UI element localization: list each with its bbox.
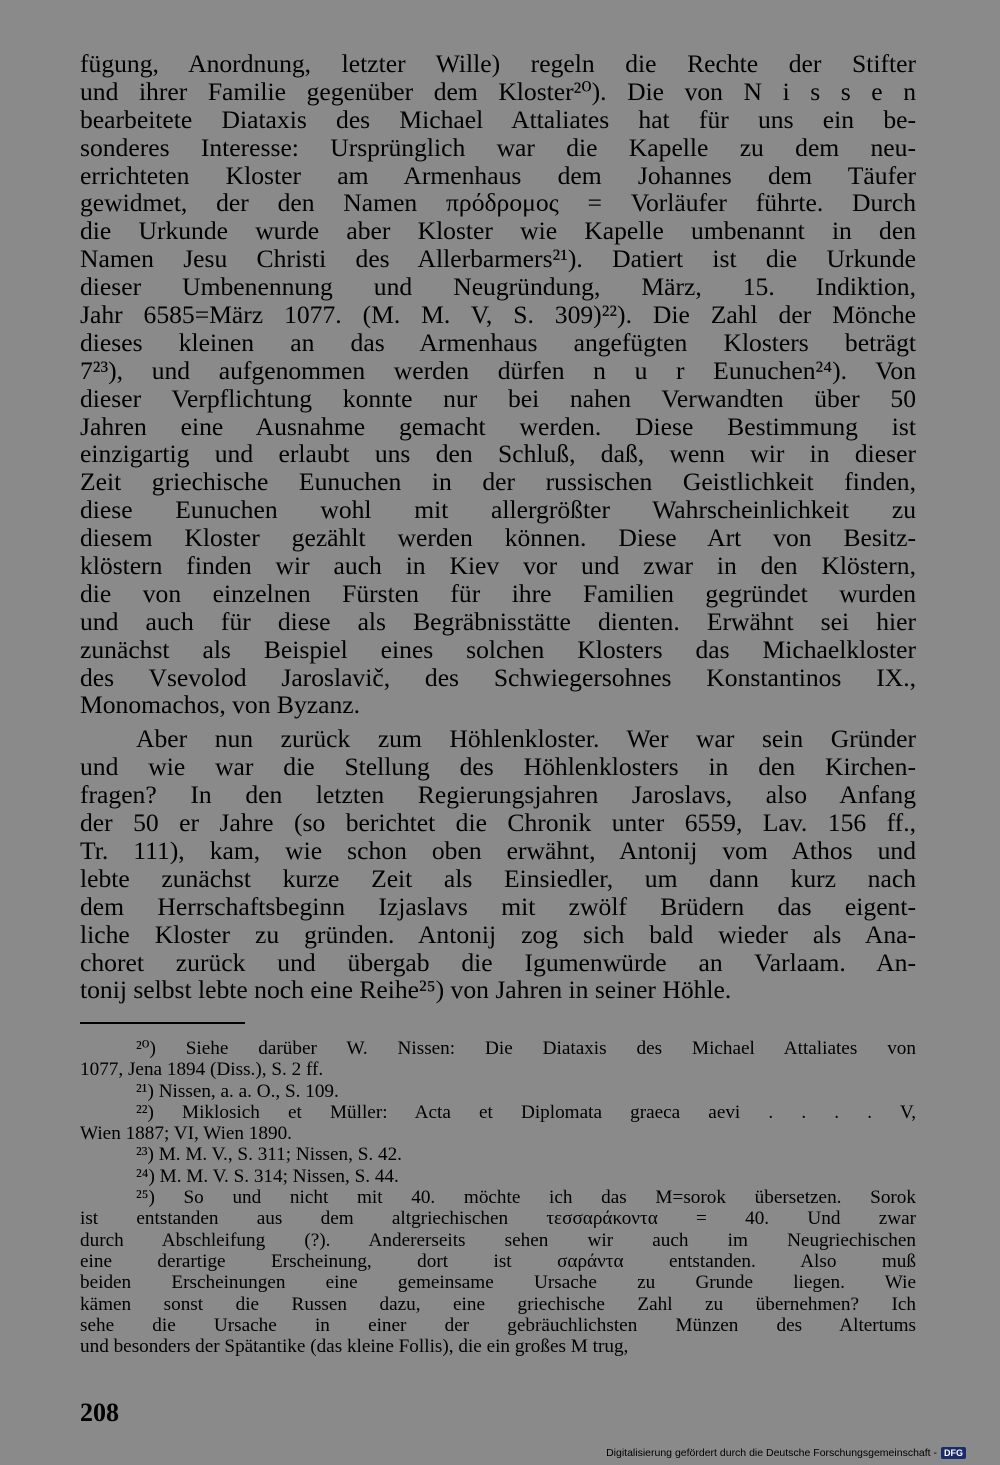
text-line: und auch für diese als Begräbnisstätte dienten. Erwähnt sei hier (80, 606, 916, 636)
text-line: 7²³), und aufgenommen werden dürfen n u r Eunuchen²⁴). Von (80, 355, 916, 385)
text-line: klöstern finden wir auch in Kiev vor und zwar in den Klöstern, (80, 551, 916, 581)
digitization-credit (606, 1447, 966, 1459)
footnote-separator (80, 1022, 245, 1024)
text-line: liche Kloster zu gründen. Antonij zog sich bald wieder als Ana- (80, 919, 916, 949)
text-line: dieses kleinen an das Armenhaus angefügten Klosters beträgt (80, 327, 916, 357)
text-line: dieser Verpflichtung konnte nur bei nahen Verwandten über 50 (80, 383, 916, 413)
text-line: Tr. 111), kam, wie schon oben erwähnt, Antonij vom Athos und (80, 835, 916, 865)
footnote-line: und besonders der Spätantike (das kleine Follis), die ein großes M trug, (80, 1336, 629, 1358)
footnote-line: 1077, Jena 1894 (Diss.), S. 2 ff. (80, 1059, 324, 1081)
text-line: sonderes Interesse: Ursprünglich war die Kapelle zu dem neu- (80, 132, 916, 162)
text-line: Jahren eine Ausnahme gemacht werden. Diese Bestimmung ist (80, 411, 916, 441)
text-line: einzigartig und erlaubt uns den Schluß, daß, wenn wir in dieser (80, 439, 916, 469)
footnote-line: beiden Erscheinungen eine gemeinsame Ursache zu Grunde liegen. Wie (80, 1272, 916, 1294)
text-line: Jahr 6585=März 1077. (M. M. V, S. 309)²²). Die Zahl der Mönche (80, 300, 916, 330)
footnote-line: ²⁰) Siehe darüber W. Nissen: Die Diataxis des Michael Attaliates von (136, 1038, 916, 1059)
text-line: und wie war die Stellung des Höhlenklosters in den Kirchen- (80, 752, 916, 782)
text-line: fügung, Anordnung, letzter Wille) regeln die Rechte der Stifter (80, 49, 916, 78)
text-line: der 50 er Jahre (so berichtet die Chronik unter 6559, Lav. 156 ff., (80, 808, 916, 838)
footnote-line: ²²) Miklosich et Müller: Acta et Diplomata graeca aevi . . . . V, (136, 1101, 916, 1123)
text-line: gewidmet, der den Namen πρόδρομος = Vorläufer führte. Durch (80, 188, 916, 218)
page-number: 208 (80, 1398, 119, 1427)
text-line: die Urkunde wurde aber Kloster wie Kapelle umbenannt in den (80, 216, 916, 246)
footnotes (80, 1038, 916, 1357)
text-line: des Vsevolod Jaroslavič, des Schwiegersohnes Konstantinos IX., (80, 662, 916, 692)
text-line: Monomachos, von Byzanz. (80, 690, 361, 720)
text-line: bearbeitete Diataxis des Michael Attaliates hat für uns ein be- (80, 104, 916, 134)
text-line: tonij selbst lebte noch eine Reihe²⁵) von Jahren in seiner Höhle. (80, 975, 732, 1005)
text-line: Namen Jesu Christi des Allerbarmers²¹). Datiert ist die Urkunde (80, 244, 916, 274)
footnote-line: eine derartige Erscheinung, dort ist σαράντα entstanden. Also muß (80, 1250, 916, 1272)
text-line: dieser Umbenennung und Neugründung, März, 15. Indiktion, (80, 272, 916, 302)
text-line: Aber nun zurück zum Höhlenkloster. Wer war sein Gründer (136, 724, 916, 754)
footnote-line: durch Abschleifung (?). Andererseits sehen wir auch im Neugriechischen (80, 1229, 916, 1251)
dfg-logo: DFG (941, 1447, 966, 1459)
text-line: errichteten Kloster am Armenhaus dem Johannes dem Täufer (80, 160, 916, 190)
footnote-line: ²⁴) M. M. V. S. 314; Nissen, S. 44. (136, 1165, 399, 1187)
footnote-line: sehe die Ursache in einer der gebräuchlichsten Münzen des Altertums (80, 1314, 916, 1336)
text-line: diesem Kloster gezählt werden können. Diese Art von Besitz- (80, 523, 916, 553)
text-line: dem Herrschaftsbeginn Izjaslavs mit zwölf Brüdern das eigent- (80, 891, 916, 921)
main-text (80, 50, 916, 1004)
footnote-line: kämen sonst die Russen dazu, eine griechische Zahl zu übernehmen? Ich (80, 1293, 916, 1315)
footnote-line: Wien 1887; VI, Wien 1890. (80, 1123, 292, 1145)
text-line: choret zurück und übergab die Igumenwürde an Varlaam. An- (80, 947, 916, 977)
footnote-line: ²¹) Nissen, a. a. O., S. 109. (136, 1080, 339, 1102)
footnote-line: ²⁵) So und nicht mit 40. möchte ich das M=sorok übersetzen. Sorok (136, 1187, 916, 1209)
text-line: Zeit griechische Eunuchen in der russischen Geistlichkeit finden, (80, 467, 916, 497)
text-line: und ihrer Familie gegenüber dem Kloster²⁰). Die von N i s s e n (80, 76, 916, 106)
footnote-line: ist entstanden aus dem altgriechischen τεσσαράκοντα = 40. Und zwar (80, 1208, 916, 1230)
footnote-line: ²³) M. M. V., S. 311; Nissen, S. 42. (136, 1144, 402, 1166)
text-line: lebte zunächst kurze Zeit als Einsiedler, um dann kurz nach (80, 863, 916, 893)
text-line: zunächst als Beispiel eines solchen Klosters das Michaelkloster (80, 634, 916, 664)
text-line: diese Eunuchen wohl mit allergrößter Wahrscheinlichkeit zu (80, 495, 916, 525)
text-line: fragen? In den letzten Regierungsjahren Jaroslavs, also Anfang (80, 780, 916, 810)
text-line: die von einzelnen Fürsten für ihre Familien gegründet wurden (80, 578, 916, 608)
credit-text: Digitalisierung gefördert durch die Deutsche Forschungsgemeinschaft - (606, 1447, 937, 1459)
